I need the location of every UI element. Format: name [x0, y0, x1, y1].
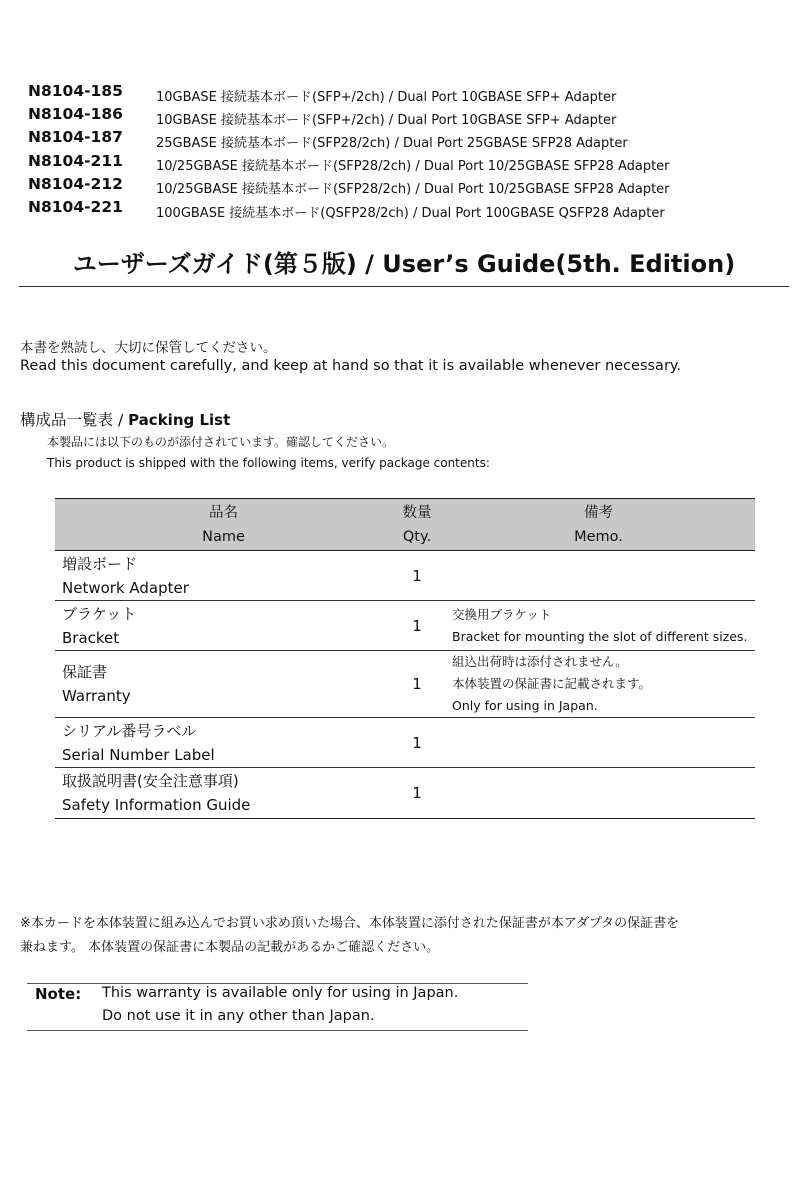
- model-description: 10GBASE 接続基本ボード(SFP+/2ch) / Dual Port 10GBASE SFP+ Adapter: [156, 90, 617, 105]
- table-row: [55, 601, 755, 651]
- packing-list-heading: [20, 408, 230, 430]
- warranty-notice-line: 兼ねます。 本体装置の保証書に本製品の記載があるかご確認ください。: [20, 940, 440, 955]
- item-qty: 1: [392, 768, 442, 819]
- model-code: N8104-185: [28, 82, 123, 100]
- item-qty: 1: [392, 651, 442, 718]
- packing-subtext-en: This product is shipped with the following items, verify package contents:: [47, 456, 490, 470]
- item-name-en: Network Adapter: [62, 578, 189, 597]
- table-row: [55, 551, 755, 601]
- header-name: [55, 499, 392, 551]
- header-qty-en: Qty.: [402, 528, 432, 545]
- page-title: ユーザーズガイド(第５版) / User’s Guide(5th. Edition): [72, 250, 736, 278]
- item-memo: [442, 601, 755, 651]
- header-name-en: Name: [202, 528, 245, 545]
- item-name-ja: シリアル番号ラベル: [62, 721, 197, 740]
- note-text-line: Do not use it in any other than Japan.: [102, 1008, 375, 1024]
- table-row: [55, 768, 755, 819]
- item-qty: 1: [392, 601, 442, 651]
- item-qty: 1: [392, 551, 442, 601]
- table-row: [55, 651, 755, 718]
- note-bottom-rule: [27, 1030, 528, 1031]
- packing-heading-separator: /: [113, 411, 129, 429]
- intro-text-ja: 本書を熟読し、大切に保管してください。: [20, 340, 277, 356]
- item-name: [55, 601, 392, 651]
- item-name-ja: 保証書: [62, 663, 108, 681]
- table-row: [55, 718, 755, 768]
- memo-line: 交換用ブラケット: [452, 606, 552, 622]
- note-top-rule: [27, 983, 528, 984]
- item-name-ja: 増設ボード: [62, 554, 138, 573]
- item-qty: 1: [392, 718, 442, 768]
- model-description: 10GBASE 接続基本ボード(SFP+/2ch) / Dual Port 10GBASE SFP+ Adapter: [156, 113, 617, 128]
- title-divider: [19, 286, 789, 287]
- model-code: N8104-187: [28, 128, 123, 146]
- model-description: 100GBASE 接続基本ボード(QSFP28/2ch) / Dual Port 100GBASE QSFP28 Adapter: [156, 206, 665, 221]
- note-text-line: This warranty is available only for using in Japan.: [102, 985, 459, 1001]
- memo-line: Only for using in Japan.: [452, 698, 598, 713]
- item-name: [55, 768, 392, 819]
- packing-table: [55, 498, 755, 819]
- packing-heading-en: Packing List: [128, 411, 231, 429]
- model-description: 25GBASE 接続基本ボード(SFP28/2ch) / Dual Port 25GBASE SFP28 Adapter: [156, 136, 628, 151]
- header-memo-en: Memo.: [574, 528, 623, 545]
- item-name-en: Bracket: [62, 628, 120, 647]
- memo-line: 組込出荷時は添付されません。: [452, 654, 628, 669]
- item-name-ja: 取扱説明書(安全注意事項): [62, 772, 239, 790]
- item-memo: [442, 718, 755, 768]
- header-name-ja: 品名: [209, 504, 238, 521]
- item-memo: [442, 651, 755, 718]
- memo-line: 本体装置の保証書に記載されます。: [452, 676, 652, 691]
- model-code: N8104-212: [28, 175, 123, 193]
- item-name-en: Serial Number Label: [62, 745, 215, 764]
- table-header-row: [55, 499, 755, 551]
- model-description: 10/25GBASE 接続基本ボード(SFP28/2ch) / Dual Port 10/25GBASE SFP28 Adapter: [156, 182, 670, 197]
- model-code: N8104-186: [28, 105, 123, 123]
- model-description: 10/25GBASE 接続基本ボード(SFP28/2ch) / Dual Port 10/25GBASE SFP28 Adapter: [156, 159, 670, 174]
- header-qty: [392, 499, 442, 551]
- header-memo: [442, 499, 755, 551]
- item-name-ja: ブラケット: [62, 604, 137, 623]
- model-code: N8104-221: [28, 198, 123, 216]
- warranty-notice-line: ※本カードを本体装置に組み込んでお買い求め頂いた場合、本体装置に添付された保証書が本アダプタの保証書を: [20, 916, 680, 931]
- item-name-en: Safety Information Guide: [62, 796, 251, 814]
- item-memo: [442, 768, 755, 819]
- item-name: [55, 651, 392, 718]
- item-name: [55, 718, 392, 768]
- model-code: N8104-211: [28, 152, 123, 170]
- item-name-en: Warranty: [62, 687, 131, 705]
- memo-line: Bracket for mounting the slot of different sizes.: [452, 628, 748, 644]
- item-name: [55, 551, 392, 601]
- note-label: Note:: [35, 985, 82, 1003]
- packing-heading-ja: 構成品一覧表: [20, 411, 114, 429]
- intro-text-en: Read this document carefully, and keep at hand so that it is available whenever necessary.: [20, 358, 682, 374]
- header-memo-ja: 備考: [584, 504, 613, 521]
- packing-subtext-ja: 本製品には以下のものが添付されています。確認してください。: [47, 435, 395, 449]
- item-memo: [442, 551, 755, 601]
- header-qty-ja: 数量: [402, 504, 432, 521]
